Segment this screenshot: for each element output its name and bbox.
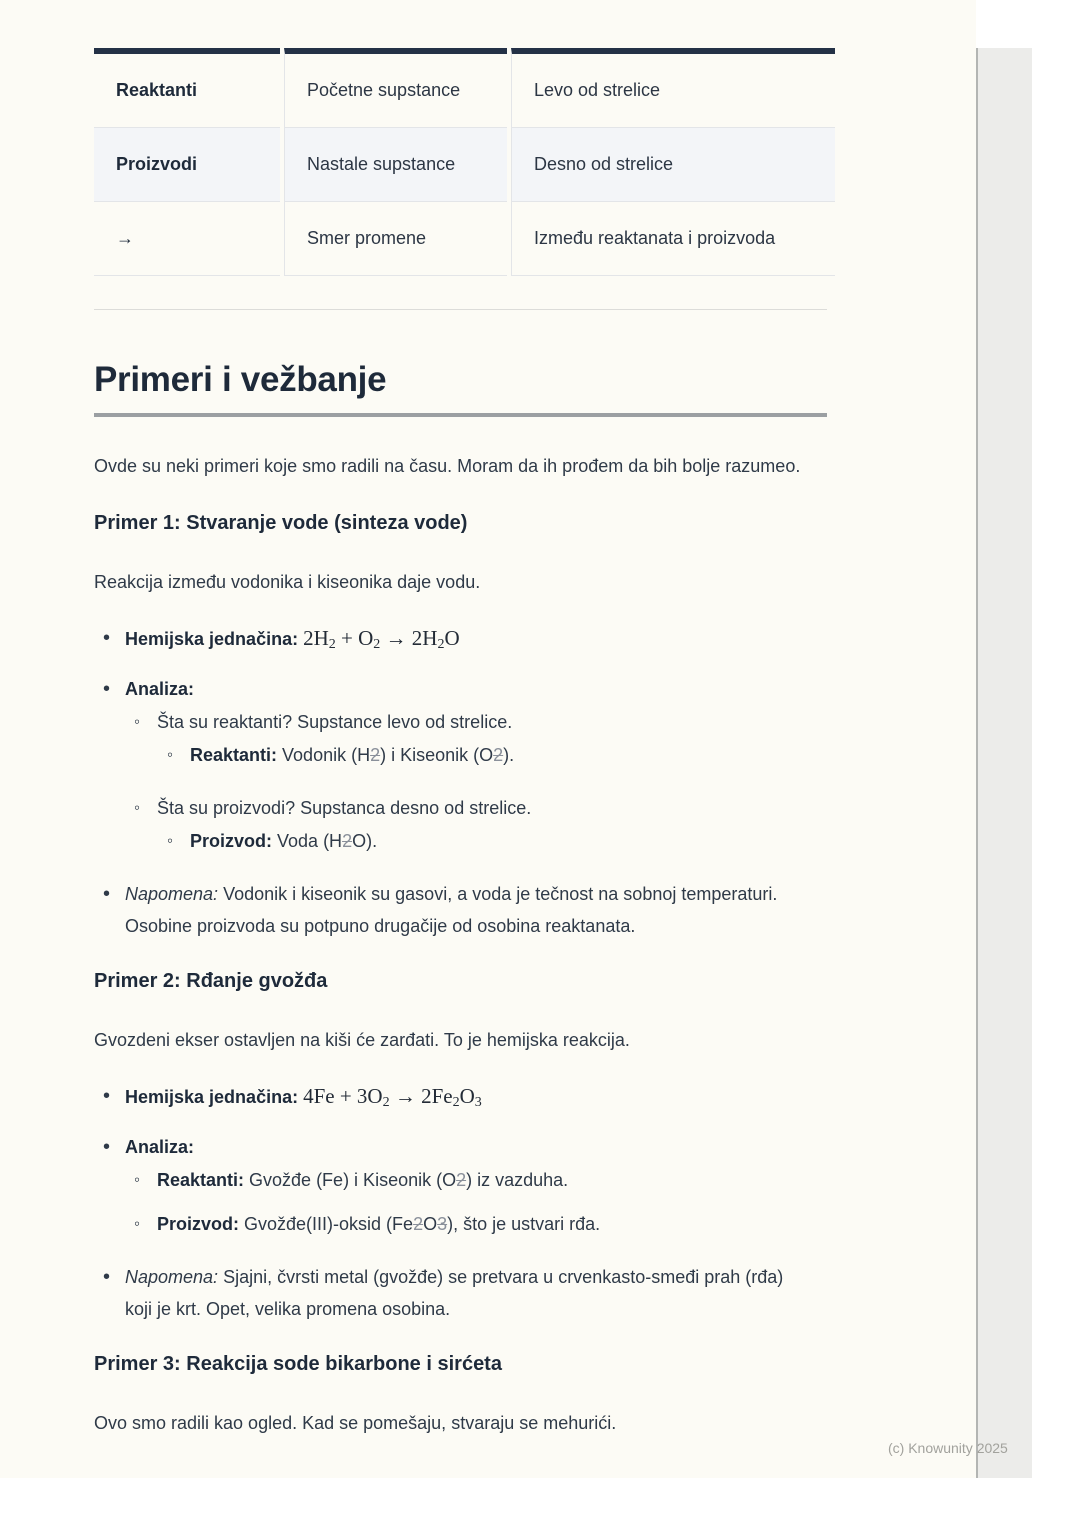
text-run: Reaktanti:: [157, 1170, 245, 1190]
table-cell: Levo od strelice: [511, 48, 835, 128]
text-run: 2: [456, 1170, 467, 1190]
text-run: → 2H: [380, 626, 438, 650]
text-run: Voda (H: [272, 831, 343, 851]
text-run: O: [423, 1214, 438, 1234]
text-run: Analiza:: [125, 679, 195, 699]
table-row-header: Proizvodi: [94, 128, 280, 202]
text-run: → 2Fe: [389, 1084, 453, 1108]
bullet-list: [94, 622, 827, 942]
bullet-list: [94, 1080, 827, 1325]
text-run: 2: [342, 831, 353, 851]
text-run: Analiza:: [125, 1137, 195, 1157]
table-row: [94, 48, 835, 128]
table-cell: Nastale supstance: [284, 128, 507, 202]
list-item: [94, 792, 827, 824]
text-run: ).: [503, 745, 515, 765]
text-run: 2: [493, 745, 504, 765]
text-run: Gvožđe(III)-oksid (Fe: [239, 1214, 414, 1234]
table-row-header: Reaktanti: [94, 48, 280, 128]
page-title: Primeri i vežbanje: [94, 360, 387, 399]
text-run: 4Fe + 3O: [303, 1084, 383, 1108]
list-item: [94, 1131, 815, 1163]
list-item: [94, 1261, 815, 1325]
text-run: 3: [437, 1214, 448, 1234]
text-run: 2: [452, 1095, 460, 1110]
text-run: Sjajni, čvrsti metal (gvožđe) se pretvara u crvenkasto-smeđi prah (rđa) koji je krt. Opet, velika promena osobina.: [125, 1267, 784, 1319]
list-item: [94, 739, 827, 771]
list-item: [94, 622, 815, 661]
section-lead: Reakcija između vodonika i kiseonika daje vodu.: [94, 572, 481, 592]
text-run: + O: [335, 626, 374, 650]
list-item: [94, 1080, 815, 1119]
text-run: 2: [413, 1214, 424, 1234]
text-run: 2: [370, 745, 381, 765]
text-run: Šta su reaktanti? Supstance levo od strelice.: [157, 712, 513, 732]
text-run: 2: [382, 1095, 390, 1110]
text-run: Hemijska jednačina:: [125, 629, 299, 649]
definition-table-body: [94, 48, 835, 276]
section-heading: Primer 2: Rđanje gvožđa: [94, 970, 328, 992]
text-run: O: [459, 1084, 475, 1108]
text-run: 2: [328, 637, 336, 652]
text-run: Šta su proizvodi? Supstanca desno od strelice.: [157, 798, 532, 818]
table-row: [94, 128, 835, 202]
text-run: 2H: [303, 626, 329, 650]
section-heading: Primer 3: Reakcija sode bikarbone i sirćeta: [94, 1353, 502, 1375]
section-lead: Gvozdeni ekser ostavljen na kiši će zarđati. To je hemijska reakcija.: [94, 1030, 630, 1050]
section-divider: [94, 309, 827, 310]
text-run: Hemijska jednačina:: [125, 1087, 299, 1107]
list-item: [94, 706, 827, 738]
text-run: ) iz vazduha.: [466, 1170, 569, 1190]
table-cell: Desno od strelice: [511, 128, 835, 202]
table-cell: Smer promene: [284, 202, 507, 276]
text-run: 2: [373, 637, 381, 652]
list-item: [94, 825, 827, 857]
list-item: [94, 673, 815, 705]
text-run: Napomena:: [125, 884, 219, 904]
text-run: O: [444, 626, 460, 650]
heading-rule: [94, 413, 827, 417]
text-run: ), što je ustvari rđa.: [447, 1214, 601, 1234]
text-run: 3: [474, 1095, 482, 1110]
table-cell: Početne supstance: [284, 48, 507, 128]
list-item: [94, 1164, 827, 1196]
table-cell: Između reaktanata i proizvoda: [511, 202, 835, 276]
section-lead: Ovo smo radili kao ogled. Kad se pomešaju, stvaraju se mehurići.: [94, 1413, 617, 1433]
list-item: [94, 878, 815, 942]
text-run: Proizvod:: [157, 1214, 240, 1234]
table-row: [94, 202, 835, 276]
section-heading: Primer 1: Stvaranje vode (sinteza vode): [94, 512, 468, 534]
sections-container: [94, 510, 827, 1439]
definition-table: [90, 48, 839, 276]
text-run: Vodonik (H: [277, 745, 371, 765]
text-run: Vodonik i kiseonik su gasovi, a voda je tečnost na sobnoj temperaturi. Osobine proizvoda su potpuno drugačije od osobina reaktanata.: [125, 884, 778, 936]
text-run: Napomena:: [125, 1267, 219, 1287]
text-run: Proizvod:: [190, 831, 273, 851]
text-run: O).: [352, 831, 378, 851]
table-row-header: →: [94, 202, 280, 276]
intro-paragraph: Ovde su neki primeri koje smo radili na času. Moram da ih prođem da bih bolje razumeo.: [94, 456, 801, 476]
text-run: Gvožđe (Fe) i Kiseonik (O: [244, 1170, 457, 1190]
list-item: [94, 1208, 827, 1240]
watermark: (c) Knowunity 2025: [888, 1440, 1008, 1456]
scrollbar-track[interactable]: [976, 48, 1032, 1478]
text-run: ) i Kiseonik (O: [380, 745, 494, 765]
text-run: Reaktanti:: [190, 745, 278, 765]
text-run: 2: [437, 637, 445, 652]
